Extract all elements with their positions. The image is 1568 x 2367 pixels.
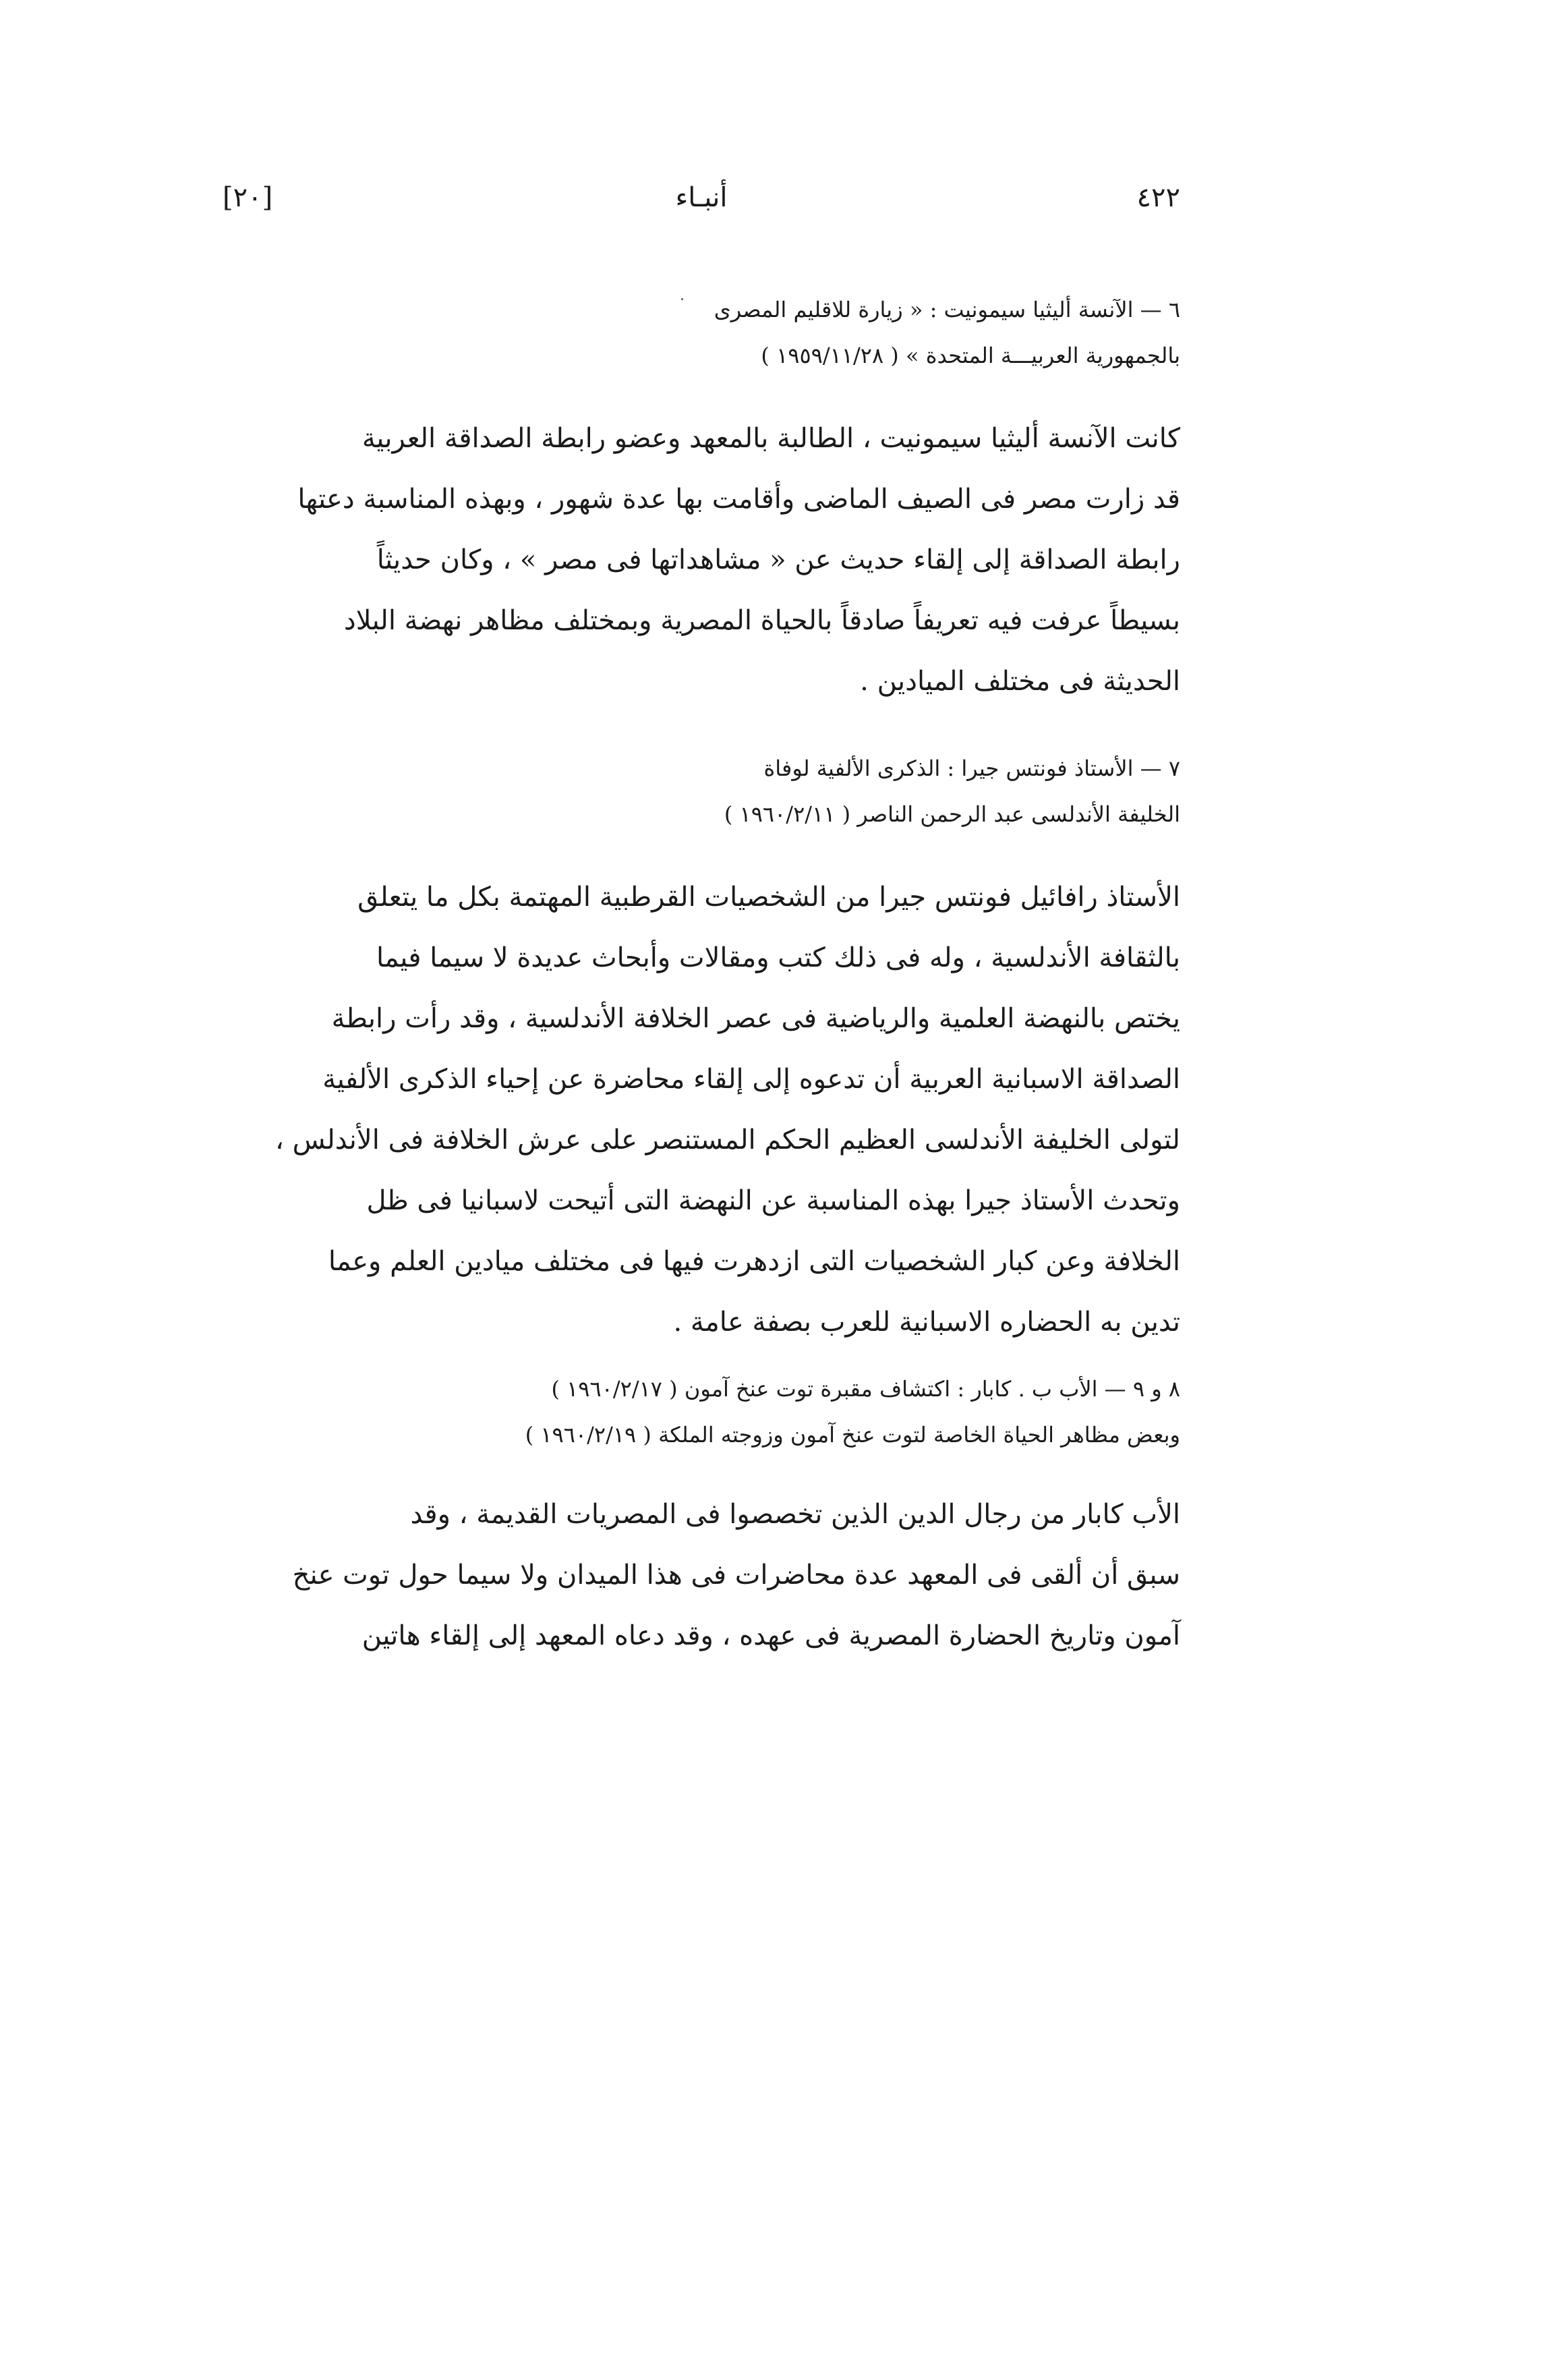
section-number: [٢٠]	[223, 182, 273, 213]
paragraph-line: الحديثة فى مختلف الميادين .	[860, 666, 1180, 697]
paragraph-line: سبق أن ألقى فى المعهد عدة محاضرات فى هذا الميدان ولا سيما حول توت عنخ	[292, 1560, 1180, 1591]
paragraph-line: قد زارت مصر فى الصيف الماضى وأقامت بها عدة شهور ، وبهذه المناسبة دعتها	[297, 484, 1180, 515]
paragraph-line: الصداقة الاسبانية العربية أن تدعوه إلى إلقاء محاضرة عن إحياء الذكرى الألفية	[322, 1064, 1180, 1095]
heading-line: ٨ و ٩ — الأب ب . كابار : اكتشاف مقبرة توت عنخ آمون ( ١٩٦٠/٢/١٧ )	[551, 1376, 1180, 1402]
paragraph-line: وتحدث الأستاذ جيرا بهذه المناسبة عن النهضة التى أتيحت لاسبانيا فى ظل	[366, 1185, 1180, 1216]
running-title: أنبـاء	[675, 182, 728, 213]
entry-heading-6	[223, 287, 1180, 378]
paragraph-line: لتولى الخليفة الأندلسى العظيم الحكم المستنصر على عرش الخلافة فى الأندلس ،	[274, 1124, 1180, 1156]
entry-paragraph-7	[223, 867, 1180, 1352]
paragraph-line: بسيطاً عرفت فيه تعريفاً صادقاً بالحياة المصرية وبمختلف مظاهر نهضة البلاد	[343, 605, 1180, 636]
heading-line: وبعض مظاهر الحياة الخاصة لتوت عنخ آمون وزوجته الملكة ( ١٩٦٠/٢/١٩ )	[525, 1422, 1180, 1448]
heading-line: ٦ — الآنسة أليثيا سيمونيت : « زيارة للاقليم المصرى	[714, 297, 1180, 322]
paragraph-line: كانت الآنسة أليثيا سيمونيت ، الطالبة بالمعهد وعضو رابطة الصداقة العربية	[361, 423, 1180, 454]
paragraph-line: الأب كابار من رجال الدين الذين تخصصوا فى المصريات القديمة ، وقد	[410, 1499, 1180, 1530]
paragraph-line: رابطة الصداقة إلى إلقاء حديث عن « مشاهداتها فى مصر » ، وكان حديثاً	[376, 544, 1180, 575]
document-page	[223, 169, 1180, 1720]
paragraph-line: الخلافة وعن كبار الشخصيات التى ازدهرت فيها فى مختلف ميادين العلم وعما	[328, 1246, 1180, 1277]
entry-paragraph-8-9	[223, 1484, 1180, 1666]
entry-heading-7	[223, 745, 1180, 837]
paragraph-line: بالثقافة الأندلسية ، وله فى ذلك كتب ومقالات وأبحاث عديدة لا سيما فيما	[376, 942, 1180, 973]
page-number: ٤٢٢	[1136, 182, 1180, 213]
entry-paragraph-6	[223, 408, 1180, 712]
paragraph-line: الأستاذ رافائيل فونتس جيرا من الشخصيات القرطبية المهتمة بكل ما يتعلق	[357, 882, 1180, 913]
paragraph-line: آمون وتاريخ الحضارة المصرية فى عهده ، وقد دعاه المعهد إلى إلقاء هاتين	[361, 1620, 1180, 1651]
scan-speck	[681, 298, 683, 300]
entry-heading-8-9	[223, 1366, 1180, 1458]
heading-line: ٧ — الأستاذ فونتس جيرا : الذكرى الألفية لوفاة	[763, 755, 1180, 781]
heading-line: بالجمهورية العربيـــة المتحدة » ( ١٩٥٩/١١/٢٨ )	[761, 343, 1180, 368]
running-head	[223, 182, 1180, 229]
paragraph-line: يختص بالنهضة العلمية والرياضية فى عصر الخلافة الأندلسية ، وقد رأت رابطة	[331, 1003, 1180, 1034]
paragraph-line: تدين به الحضاره الاسبانية للعرب بصفة عامة .	[673, 1307, 1180, 1338]
heading-line: الخليفة الأندلسى عبد الرحمن الناصر ( ١٩٦٠/٢/١١ )	[724, 801, 1180, 827]
